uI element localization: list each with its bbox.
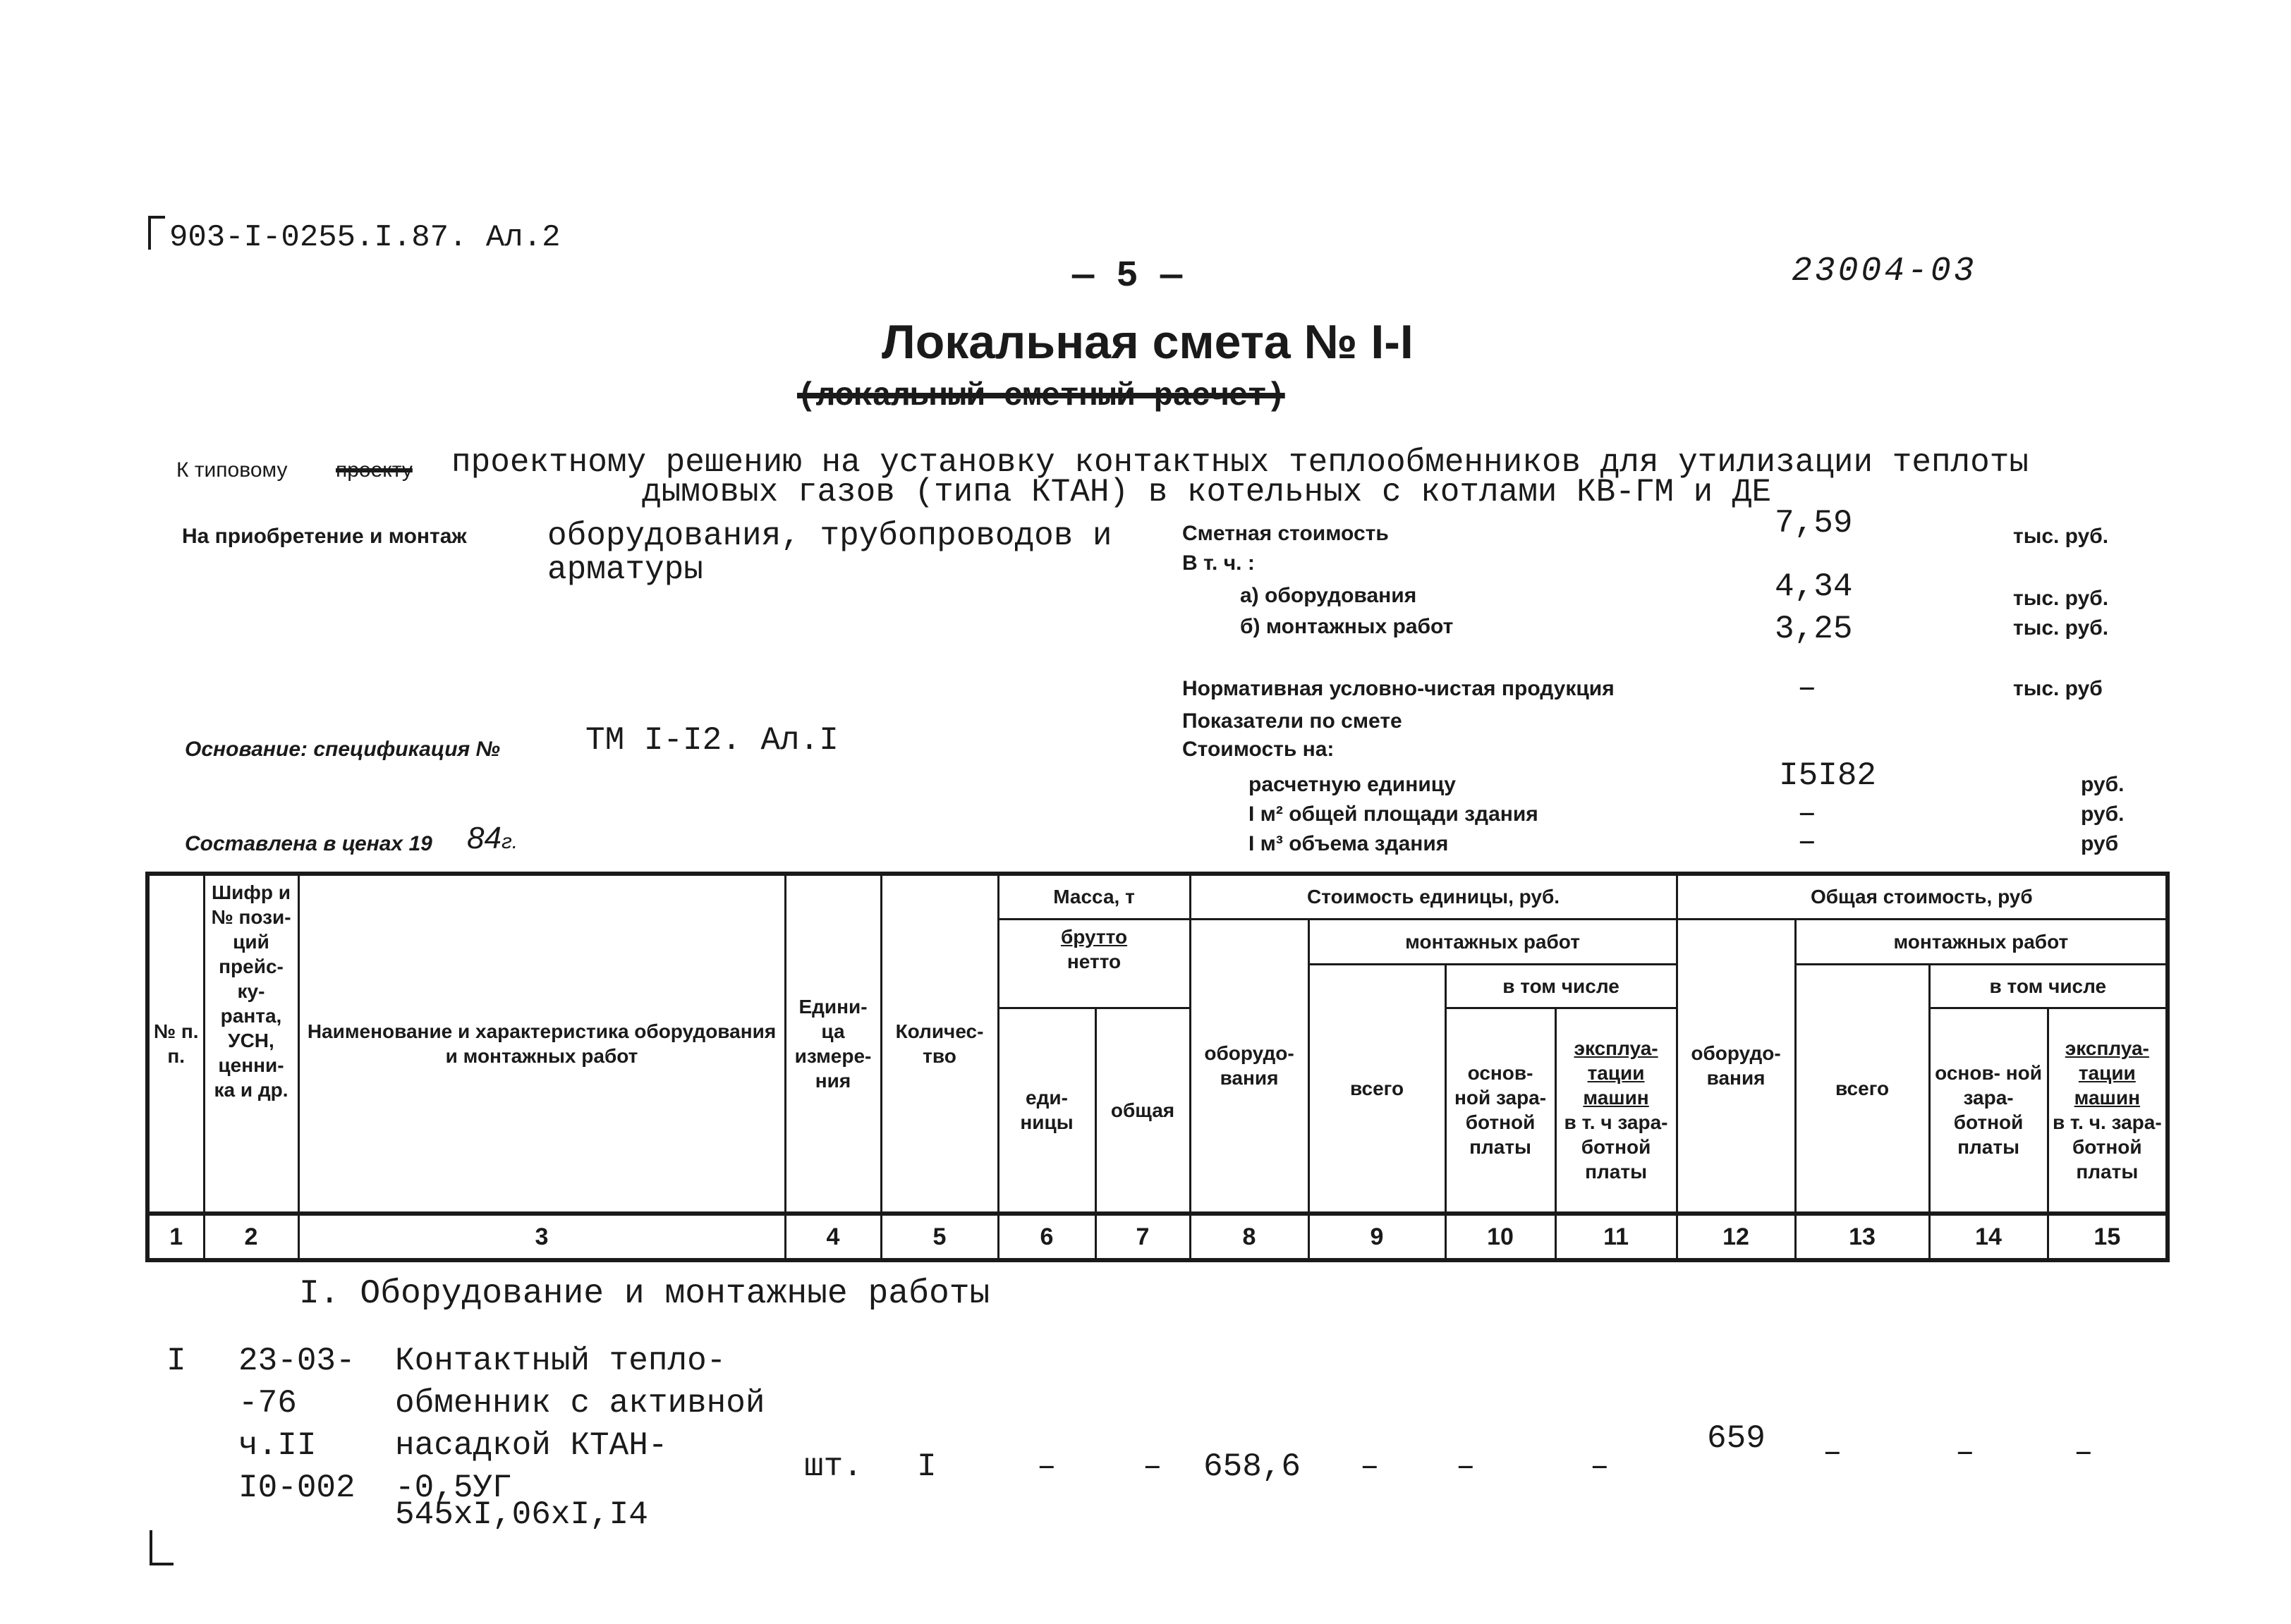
estimate-including-label: В т. ч. : bbox=[1182, 551, 1255, 575]
row-1-code: 23-03- -76 ч.II I0-002 bbox=[238, 1343, 356, 1506]
row-1-quantity: I bbox=[917, 1448, 937, 1485]
column-number: 6 bbox=[998, 1214, 1095, 1260]
estimate-equipment-value: 4,34 bbox=[1775, 568, 1853, 605]
header-col-2: Шифр и № пози- ций прейс- ку- ранта, УСН, ценни- ка и др. bbox=[204, 874, 298, 1214]
row-1-install-total: – bbox=[1360, 1448, 1380, 1485]
purchase-line1: оборудования, трубопроводов и bbox=[547, 518, 1112, 554]
row-1-install-machines: – bbox=[1590, 1448, 1610, 1485]
column-number: 12 bbox=[1677, 1214, 1795, 1260]
prices-label: Составлена в ценах 19 bbox=[185, 832, 432, 855]
header-col-5: Количес- тво bbox=[881, 874, 998, 1214]
row-1-general-install-machines: – bbox=[2074, 1434, 2094, 1471]
header-incl: в том числе bbox=[1445, 964, 1677, 1008]
archive-number: 23004-03 bbox=[1792, 252, 1977, 291]
per-area-value: – bbox=[1797, 795, 1817, 832]
row-1-number: I bbox=[166, 1343, 186, 1379]
header-unit-cost: Стоимость единицы, руб. bbox=[1190, 874, 1677, 919]
header-col-15 bbox=[2048, 1008, 2168, 1214]
normative-unit: тыс. руб bbox=[2013, 677, 2103, 700]
estimate-table bbox=[145, 872, 2170, 1262]
header-install-works: монтажных работ bbox=[1308, 919, 1677, 964]
per-volume-value: – bbox=[1797, 824, 1817, 860]
to-project-label: К типовому bbox=[176, 458, 288, 482]
header-col-4: Едини- ца измере- ния bbox=[785, 874, 881, 1214]
page-title: Локальная смета № I-I bbox=[882, 315, 1414, 369]
purchase-label: На приобретение и монтаж bbox=[182, 525, 467, 548]
header-col-11-bottom: в т. ч зара- ботной платы bbox=[1564, 1111, 1668, 1183]
estimate-installation-value: 3,25 bbox=[1775, 611, 1853, 647]
page-subtitle: (локальный сметный расчет) bbox=[797, 378, 1285, 415]
basis-label: Основание: спецификация № bbox=[185, 738, 500, 761]
header-col-13: всего bbox=[1795, 964, 1929, 1214]
per-area-unit: руб. bbox=[2081, 802, 2125, 826]
row-1-mass-total: – bbox=[1143, 1448, 1162, 1485]
column-number: 1 bbox=[147, 1214, 204, 1260]
estimate-total-label: Сметная стоимость bbox=[1182, 522, 1389, 545]
column-number: 2 bbox=[204, 1214, 298, 1260]
basis-value: ТМ I-I2. Ал.I bbox=[585, 722, 839, 759]
page-number: — 5 — bbox=[1072, 255, 1183, 297]
header-col-3: Наименование и характеристика оборудования и монтажных работ bbox=[298, 874, 785, 1214]
row-1-equipment-unit-cost: 658,6 bbox=[1203, 1448, 1301, 1485]
normative-label: Нормативная условно-чистая продукция bbox=[1182, 677, 1615, 700]
column-number: 3 bbox=[298, 1214, 785, 1260]
row-1-install-wage: – bbox=[1456, 1448, 1476, 1485]
column-number: 4 bbox=[785, 1214, 881, 1260]
header-col-14: основ- ной зара- ботной платы bbox=[1929, 1008, 2048, 1214]
column-number: 15 bbox=[2048, 1214, 2168, 1260]
header-col-7: общая bbox=[1095, 1008, 1190, 1214]
header-incl-2: в том числе bbox=[1929, 964, 2168, 1008]
cost-per-label: Стоимость на: bbox=[1182, 738, 1335, 761]
document-code: 903-I-0255.I.87. Ал.2 bbox=[169, 220, 561, 255]
normative-value: – bbox=[1797, 670, 1817, 707]
column-number: 8 bbox=[1190, 1214, 1308, 1260]
row-1-name: Контактный тепло- обменник с активной насадкой КТАН- -0,5УГ bbox=[395, 1343, 765, 1506]
header-col-9: всего bbox=[1308, 964, 1445, 1214]
header-col-11 bbox=[1555, 1008, 1677, 1214]
section-title: I. Оборудование и монтажные работы bbox=[299, 1275, 990, 1313]
header-col-8: оборудо- вания bbox=[1190, 919, 1308, 1214]
row-1-general-install-wage: – bbox=[1955, 1434, 1975, 1471]
corner-mark-bottom-left bbox=[150, 1530, 174, 1565]
estimate-installation-label: б) монтажных работ bbox=[1240, 615, 1454, 638]
row-1-unit: шт. bbox=[804, 1448, 863, 1485]
header-brutto-netto bbox=[998, 919, 1190, 1008]
header-col-12: оборудо- вания bbox=[1677, 919, 1795, 1214]
column-number: 10 bbox=[1445, 1214, 1555, 1260]
to-project-struck-word: проекту bbox=[336, 458, 413, 482]
header-col-15-top: эксплуа- тации машин bbox=[2065, 1037, 2149, 1109]
column-number: 14 bbox=[1929, 1214, 2048, 1260]
header-mass: Масса, т bbox=[998, 874, 1190, 919]
per-volume-label: I м³ объема здания bbox=[1248, 832, 1449, 855]
column-number: 5 bbox=[881, 1214, 998, 1260]
header-col-10: основ- ной зара- ботной платы bbox=[1445, 1008, 1555, 1214]
row-1-formula: 545хI,06хI,I4 bbox=[395, 1496, 648, 1533]
purchase-line2: арматуры bbox=[547, 551, 703, 588]
prices-year: 84г. bbox=[467, 821, 518, 855]
header-col-11-top: эксплуа- тации машин bbox=[1574, 1037, 1658, 1109]
column-number-row bbox=[147, 1214, 2168, 1260]
corner-mark-top-left bbox=[148, 216, 165, 250]
header-install-works-2: монтажных работ bbox=[1795, 919, 2168, 964]
per-unit-label: расчетную единицу bbox=[1248, 773, 1456, 796]
header-col-6: еди- ницы bbox=[998, 1008, 1095, 1214]
header-netto: нетто bbox=[1066, 950, 1122, 972]
project-description-line1: проектному решению на установку контактных теплообменников для утилизации теплоты bbox=[451, 444, 2029, 481]
column-number: 13 bbox=[1795, 1214, 1929, 1260]
row-1-general-install-total: – bbox=[1823, 1434, 1842, 1471]
column-number: 7 bbox=[1095, 1214, 1190, 1260]
estimate-total-value: 7,59 bbox=[1775, 505, 1853, 542]
header-col-1: № п. п. bbox=[147, 874, 204, 1214]
row-1-mass-unit: – bbox=[1037, 1448, 1057, 1485]
estimate-installation-unit: тыс. руб. bbox=[2013, 616, 2109, 640]
per-area-label: I м² общей площади здания bbox=[1248, 802, 1538, 826]
indicators-label: Показатели по смете bbox=[1182, 709, 1402, 733]
column-number: 11 bbox=[1555, 1214, 1677, 1260]
header-col-15-bottom: в т. ч. зара- ботной платы bbox=[2052, 1111, 2162, 1183]
estimate-total-unit: тыс. руб. bbox=[2013, 525, 2109, 548]
row-1-equipment-total: 659 bbox=[1707, 1420, 1766, 1457]
per-volume-unit: руб bbox=[2081, 832, 2119, 855]
estimate-equipment-label: а) оборудования bbox=[1240, 584, 1417, 607]
column-number: 9 bbox=[1308, 1214, 1445, 1260]
estimate-equipment-unit: тыс. руб. bbox=[2013, 587, 2109, 610]
per-unit-unit: руб. bbox=[2081, 773, 2125, 796]
header-brutto: брутто bbox=[1060, 925, 1128, 948]
header-total-cost: Общая стоимость, руб bbox=[1677, 874, 2168, 919]
project-description-line2: дымовых газов (типа КТАН) в котельных с котлами КВ-ГМ и ДЕ bbox=[642, 474, 1772, 511]
per-unit-value: I5I82 bbox=[1779, 757, 1877, 794]
